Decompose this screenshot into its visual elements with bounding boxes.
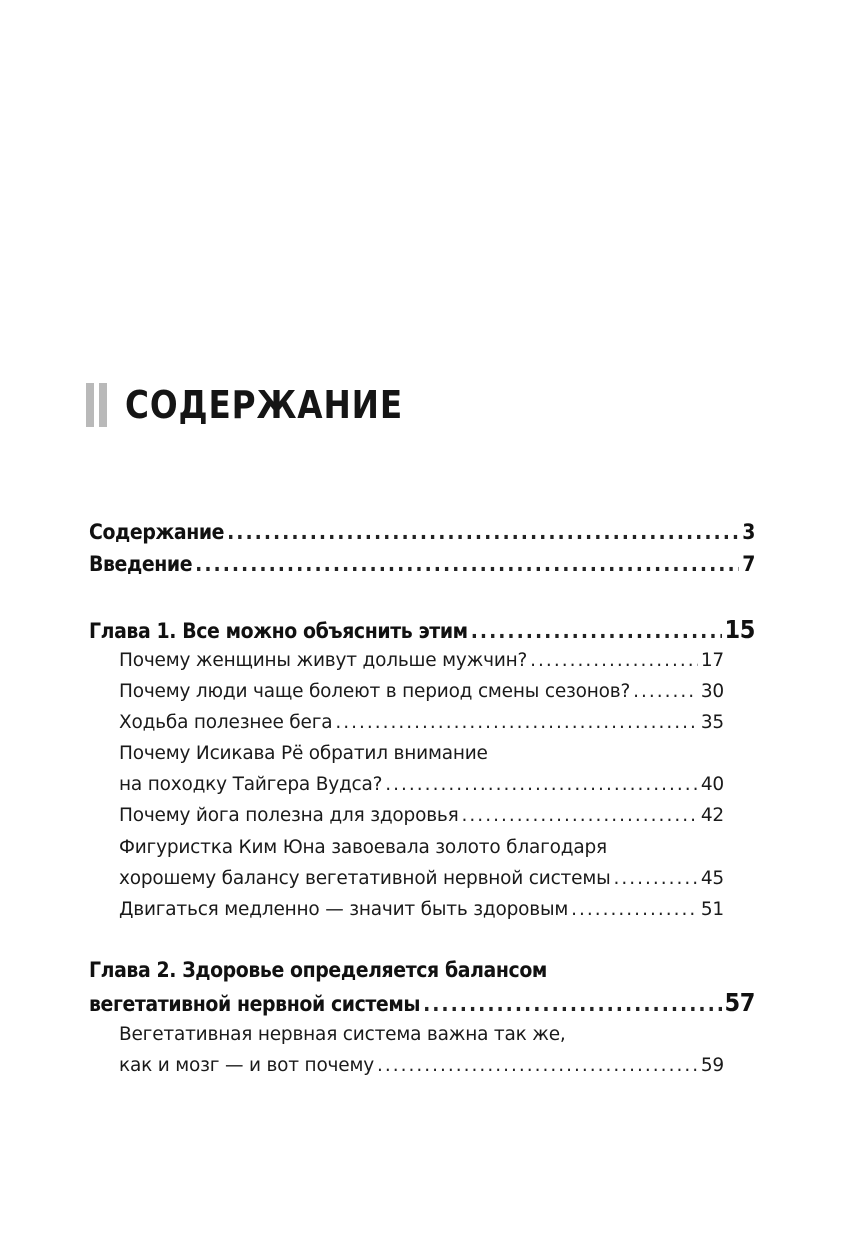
toc-entry-page: 3 (742, 520, 755, 544)
toc-item[interactable] (119, 805, 724, 826)
leader-dots (471, 619, 722, 643)
toc-entry-introduction[interactable] (89, 552, 755, 576)
leader-dots (423, 992, 721, 1016)
chapter-page: 57 (724, 988, 755, 1017)
toc-item-label: Вегетативная нервная система важна так же, (119, 1024, 566, 1045)
leader-dots (377, 1055, 698, 1076)
leader-dots (227, 520, 739, 544)
heading-bars-decoration (86, 383, 107, 427)
toc-item-page: 35 (700, 712, 724, 733)
page-title: СОДЕРЖАНИЕ (125, 383, 404, 427)
toc-item-label: Почему женщины живут дольше мужчин? (119, 650, 528, 671)
toc-item[interactable] (119, 681, 724, 702)
toc-entry-contents[interactable] (89, 520, 755, 544)
toc-item-page: 40 (700, 774, 724, 795)
toc-item-page: 45 (700, 868, 724, 889)
chapter-title: Глава 1. Все можно объяснить этим (89, 619, 468, 643)
toc-item-label: хорошему балансу вегетативной нервной системы (119, 868, 611, 889)
leader-dots (462, 805, 698, 826)
toc-item[interactable] (119, 899, 724, 920)
toc-item[interactable] (119, 1055, 724, 1076)
toc-item-label: Почему йога полезна для здоровья (119, 805, 459, 826)
toc-chapter-2[interactable] (89, 988, 755, 1017)
toc-entry-label: Введение (89, 552, 193, 576)
chapter-title: Глава 2. Здоровье определяется балансом (89, 958, 547, 982)
leader-dots (385, 774, 698, 795)
toc-item[interactable] (119, 650, 724, 671)
toc-item-page: 51 (700, 899, 724, 920)
toc-item-line-1[interactable] (119, 1024, 724, 1045)
toc-item-label: Двигаться медленно — значит быть здоровым (119, 899, 569, 920)
toc-entry-label: Содержание (89, 520, 225, 544)
toc-chapter-2-line-1[interactable] (89, 958, 755, 982)
toc-item-label: Почему Исикава Рё обратил внимание (119, 743, 488, 764)
leader-dots (633, 681, 698, 702)
toc-item-line-1[interactable] (119, 743, 724, 764)
leader-dots (571, 899, 698, 920)
toc-heading (86, 381, 448, 429)
toc-item-label: как и мозг — и вот почему (119, 1055, 374, 1076)
toc-item-page: 17 (700, 650, 724, 671)
leader-dots (530, 650, 698, 671)
toc-item-line-1[interactable] (119, 837, 724, 858)
toc-item[interactable] (119, 774, 724, 795)
toc-item-label: Почему люди чаще болеют в период смены сезонов? (119, 681, 631, 702)
toc-item-page: 42 (700, 805, 724, 826)
toc-item-label: Ходьба полезнее бега (119, 712, 333, 733)
toc-item-label: Фигуристка Ким Юна завоевала золото благодаря (119, 837, 607, 858)
chapter-title: вегетативной нервной системы (89, 992, 421, 1016)
toc-item[interactable] (119, 712, 724, 733)
leader-dots (613, 868, 697, 889)
toc-entry-page: 7 (742, 552, 755, 576)
toc-chapter-1[interactable] (89, 615, 755, 644)
toc-item-page: 59 (700, 1055, 724, 1076)
chapter-page: 15 (724, 615, 755, 644)
leader-dots (335, 712, 698, 733)
toc-item-page: 30 (700, 681, 724, 702)
toc-item[interactable] (119, 868, 724, 889)
toc-item-label: на походку Тайгера Вудса? (119, 774, 383, 795)
leader-dots (195, 552, 739, 576)
